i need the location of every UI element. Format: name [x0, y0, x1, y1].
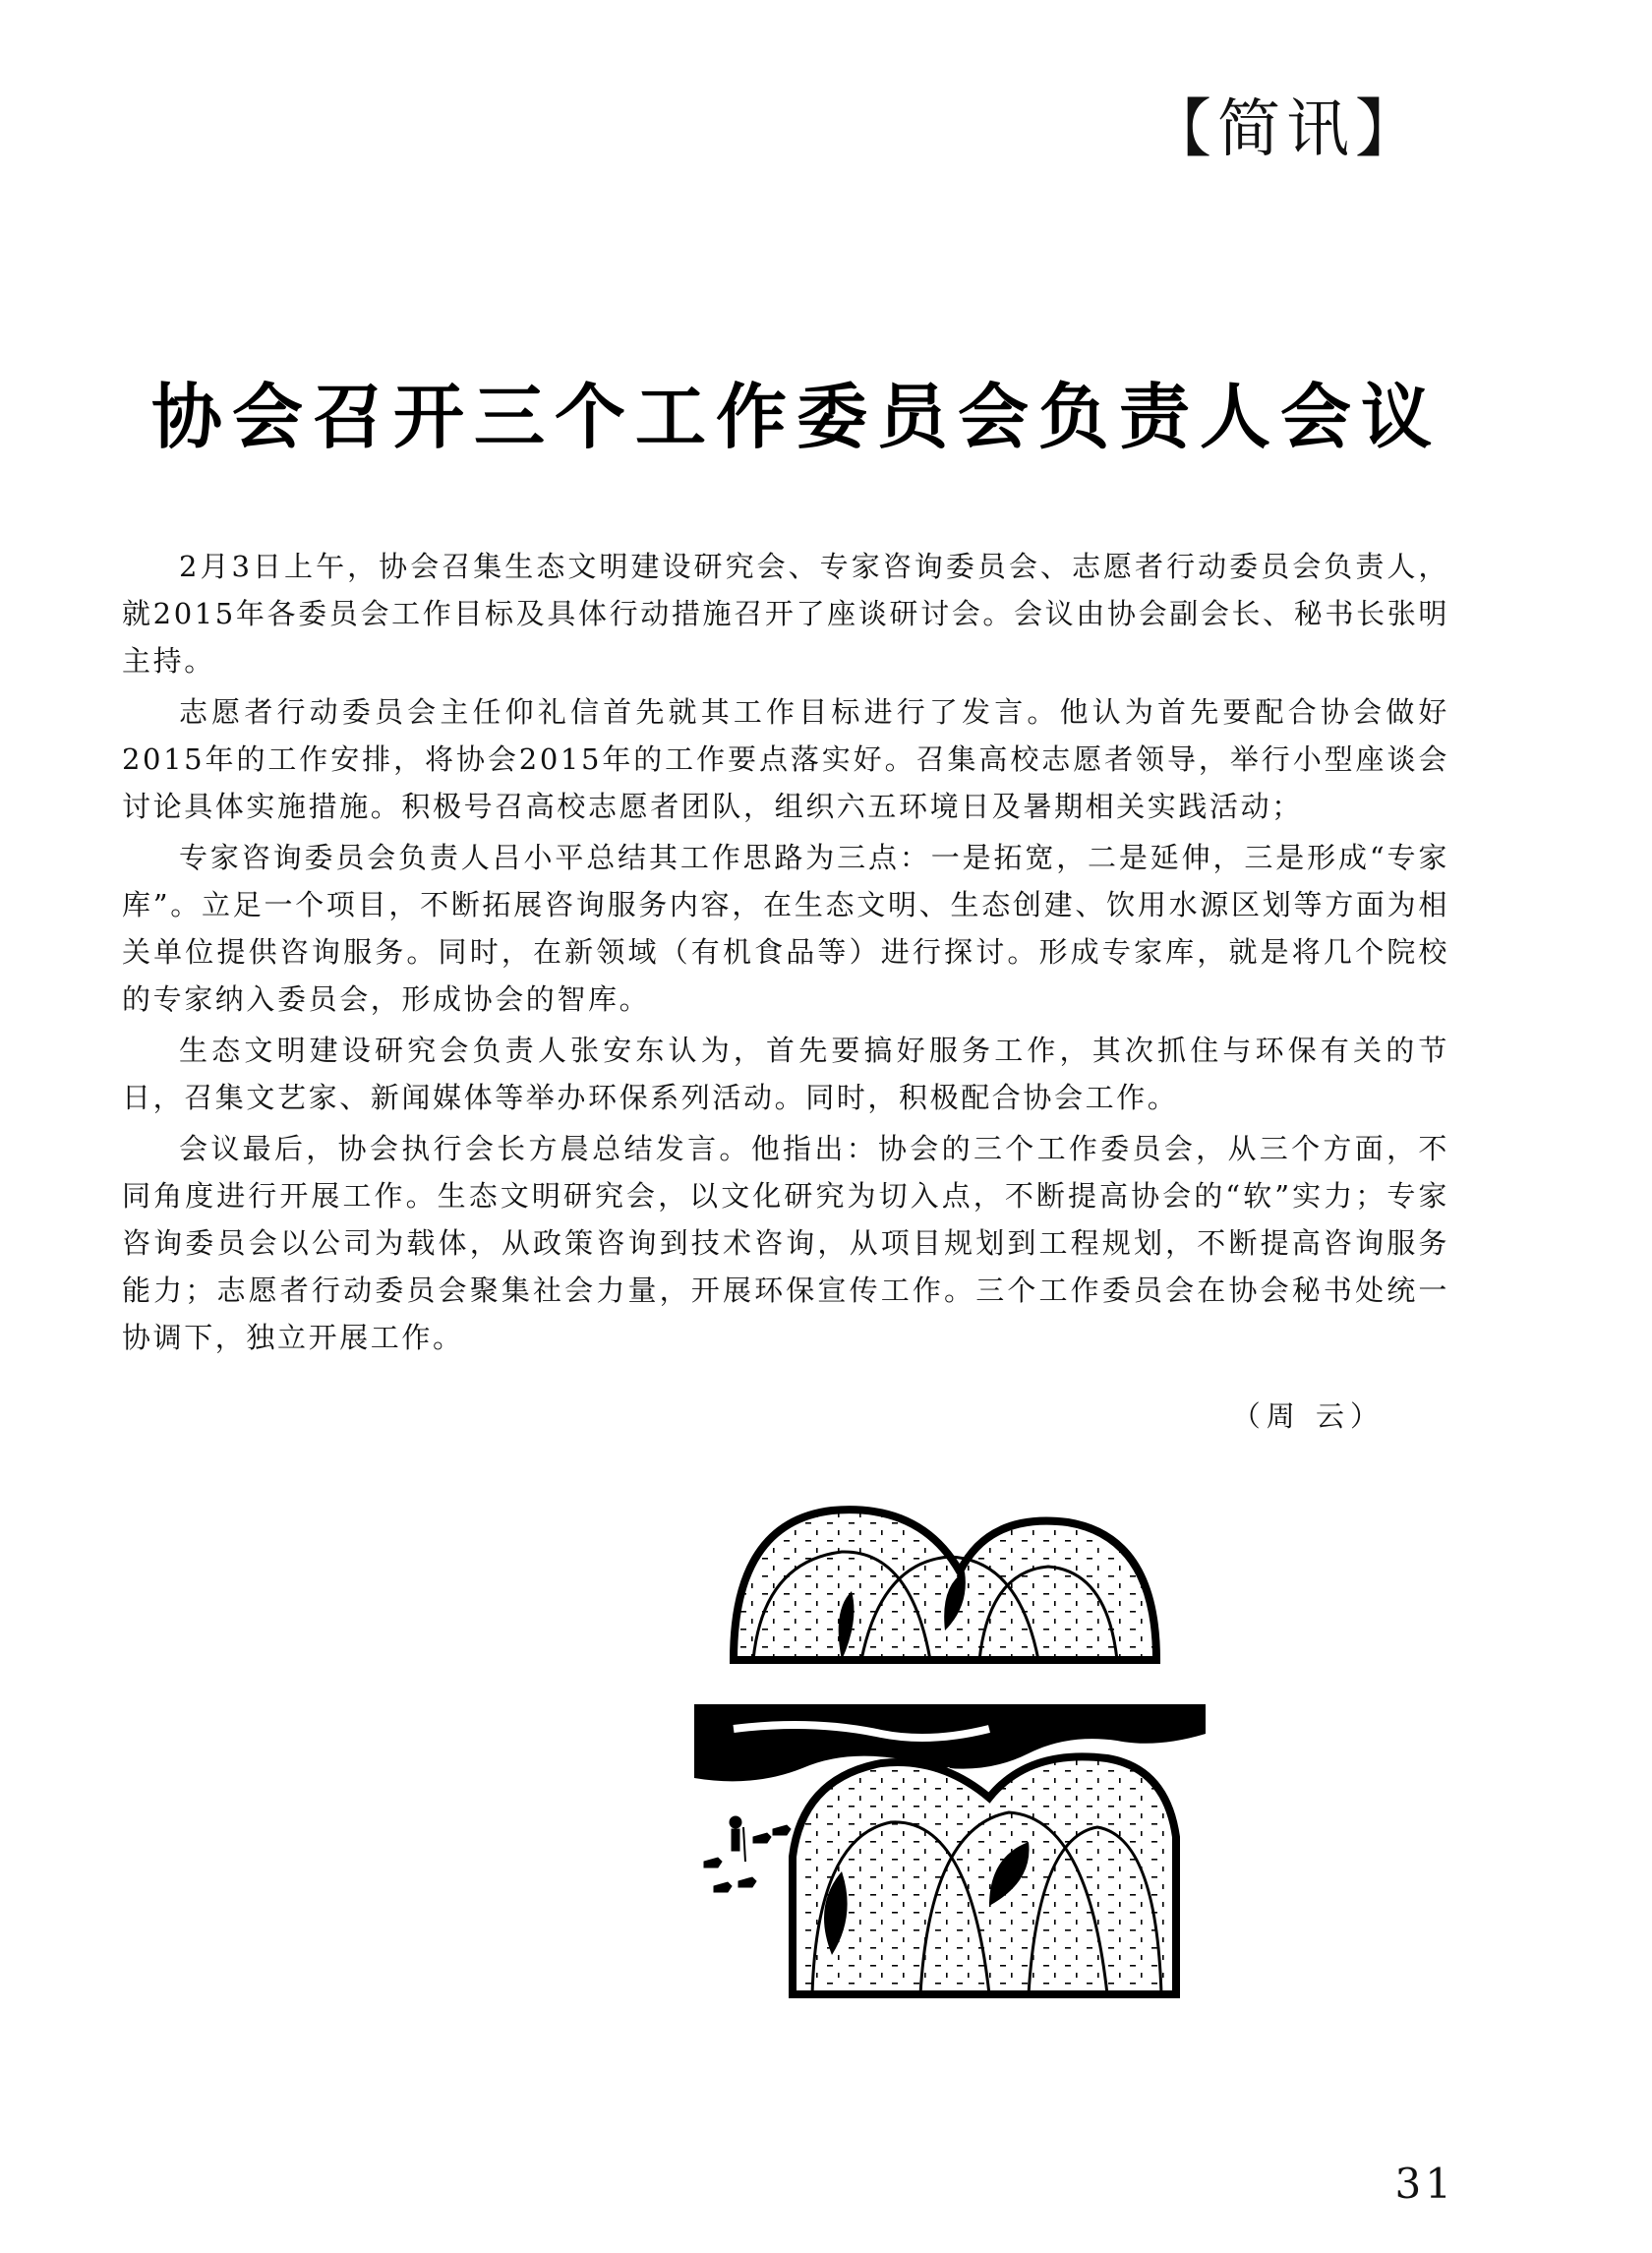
section-tag: 【简讯】 [1149, 93, 1424, 166]
article-paragraph: 生态文明建设研究会负责人张安东认为，首先要搞好服务工作，其次抓住与环保有关的节日，召集文艺家、新闻媒体等举办环保系列活动。同时，积极配合协会工作。 [122, 1034, 1449, 1114]
landscape-illustration [694, 1483, 1206, 2004]
author-credit: （周 云） [1231, 1399, 1385, 1433]
lower-hills [793, 1756, 1176, 1994]
article-paragraph: 会议最后，协会执行会长方晨总结发言。他指出：协会的三个工作委员会，从三个方面，不同角度进行开展工作。生态文明研究会，以文化研究为切入点，不断提高协会的“软”实力；专家咨询委员会以公司为载体，从政策咨询到技术咨询，从项目规划到工程规划，不断提高咨询服务能力；志愿者行动委员会聚集社会力量，开展环保宣传工作。三个工作委员会在协会秘书处统一协调下，独立开展工作。 [122, 1132, 1449, 1354]
shepherd-and-goats [704, 1816, 791, 1892]
article-headline: 协会召开三个工作委员会负责人会议 [150, 376, 1442, 459]
article-paragraph: 2月3日上午，协会召集生态文明建设研究会、专家咨询委员会、志愿者行动委员会负责人，就2015年各委员会工作目标及具体行动措施召开了座谈研讨会。会议由协会副会长、秘书长张明主持。 [122, 550, 1449, 678]
article-paragraph: 志愿者行动委员会主任仰礼信首先就其工作目标进行了发言。他认为首先要配合协会做好2015年的工作安排，将协会2015年的工作要点落实好。召集高校志愿者领导，举行小型座谈会讨论具体实施措施。积极号召高校志愿者团队，组织六五环境日及暑期相关实践活动； [122, 695, 1449, 823]
article-body [122, 543, 1449, 1365]
upper-hills [734, 1510, 1156, 1660]
article-paragraph: 专家咨询委员会负责人吕小平总结其工作思路为三点：一是拓宽，二是延伸，三是形成“专家库”。立足一个项目，不断拓展咨询服务内容，在生态文明、生态创建、饮用水源区划等方面为相关单位提供咨询服务。同时，在新领域（有机食品等）进行探讨。形成专家库，就是将几个院校的专家纳入委员会，形成协会的智库。 [122, 841, 1449, 1016]
page-number: 31 [1394, 2160, 1455, 2208]
